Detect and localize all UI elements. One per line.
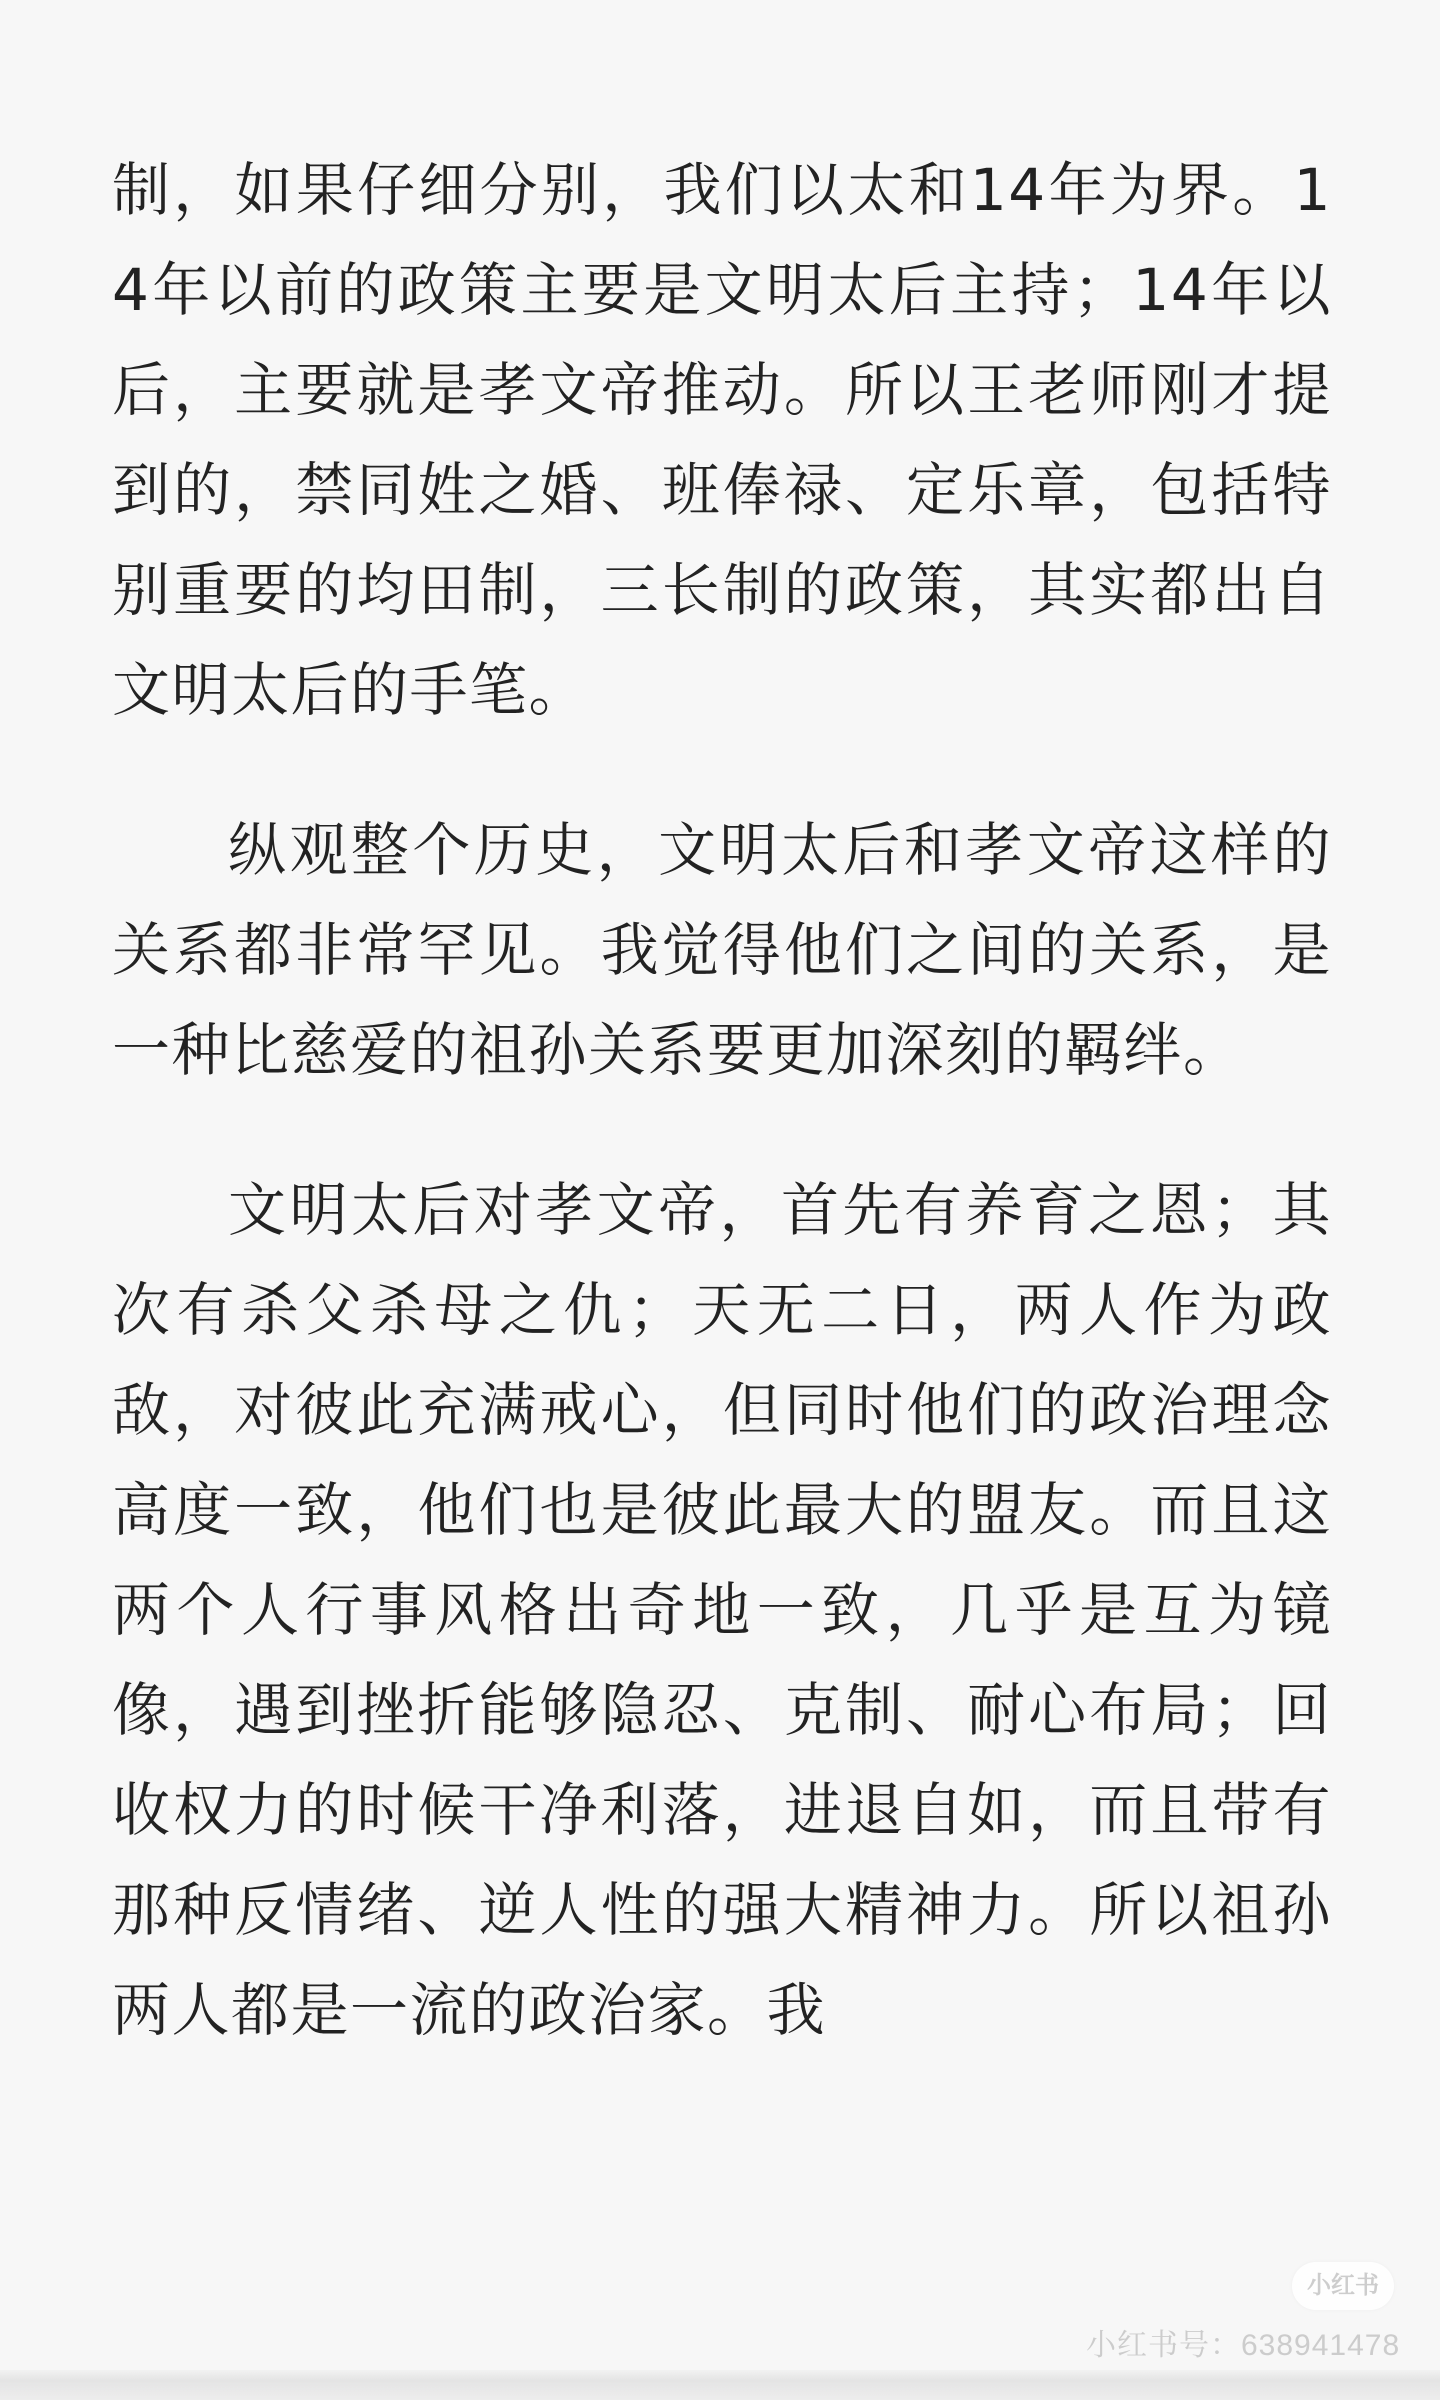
watermark-logo: 小红书: [1292, 2262, 1394, 2310]
paragraph-2: 纵观整个历史，文明太后和孝文帝这样的关系都非常罕见。我觉得他们之间的关系，是一种比慈爱的祖孙关系要更加深刻的羁绊。: [112, 816, 1332, 1084]
bottom-divider: [0, 2370, 1440, 2400]
article-body: [112, 140, 1332, 2060]
paragraph-3: 文明太后对孝文帝，首先有养育之恩；其次有杀父杀母之仇；天无二日，两人作为政敌，对彼此充满戒心，但同时他们的政治理念高度一致，他们也是彼此最大的盟友。而且这两个人行事风格出奇地一致，几乎是互为镜像，遇到挫折能够隐忍、克制、耐心布局；回收权力的时候干净利落，进退自如，而且带有那种反情绪、逆人性的强大精神力。所以祖孙两人都是一流的政治家。我: [112, 1176, 1332, 2044]
paragraph-1: 制，如果仔细分别，我们以太和14年为界。14年以前的政策主要是文明太后主持；14年以后，主要就是孝文帝推动。所以王老师刚才提到的，禁同姓之婚、班俸禄、定乐章，包括特别重要的均田制，三长制的政策，其实都出自文明太后的手笔。: [112, 156, 1332, 724]
watermark-id: 小红书号：638941478: [1086, 2329, 1401, 2362]
